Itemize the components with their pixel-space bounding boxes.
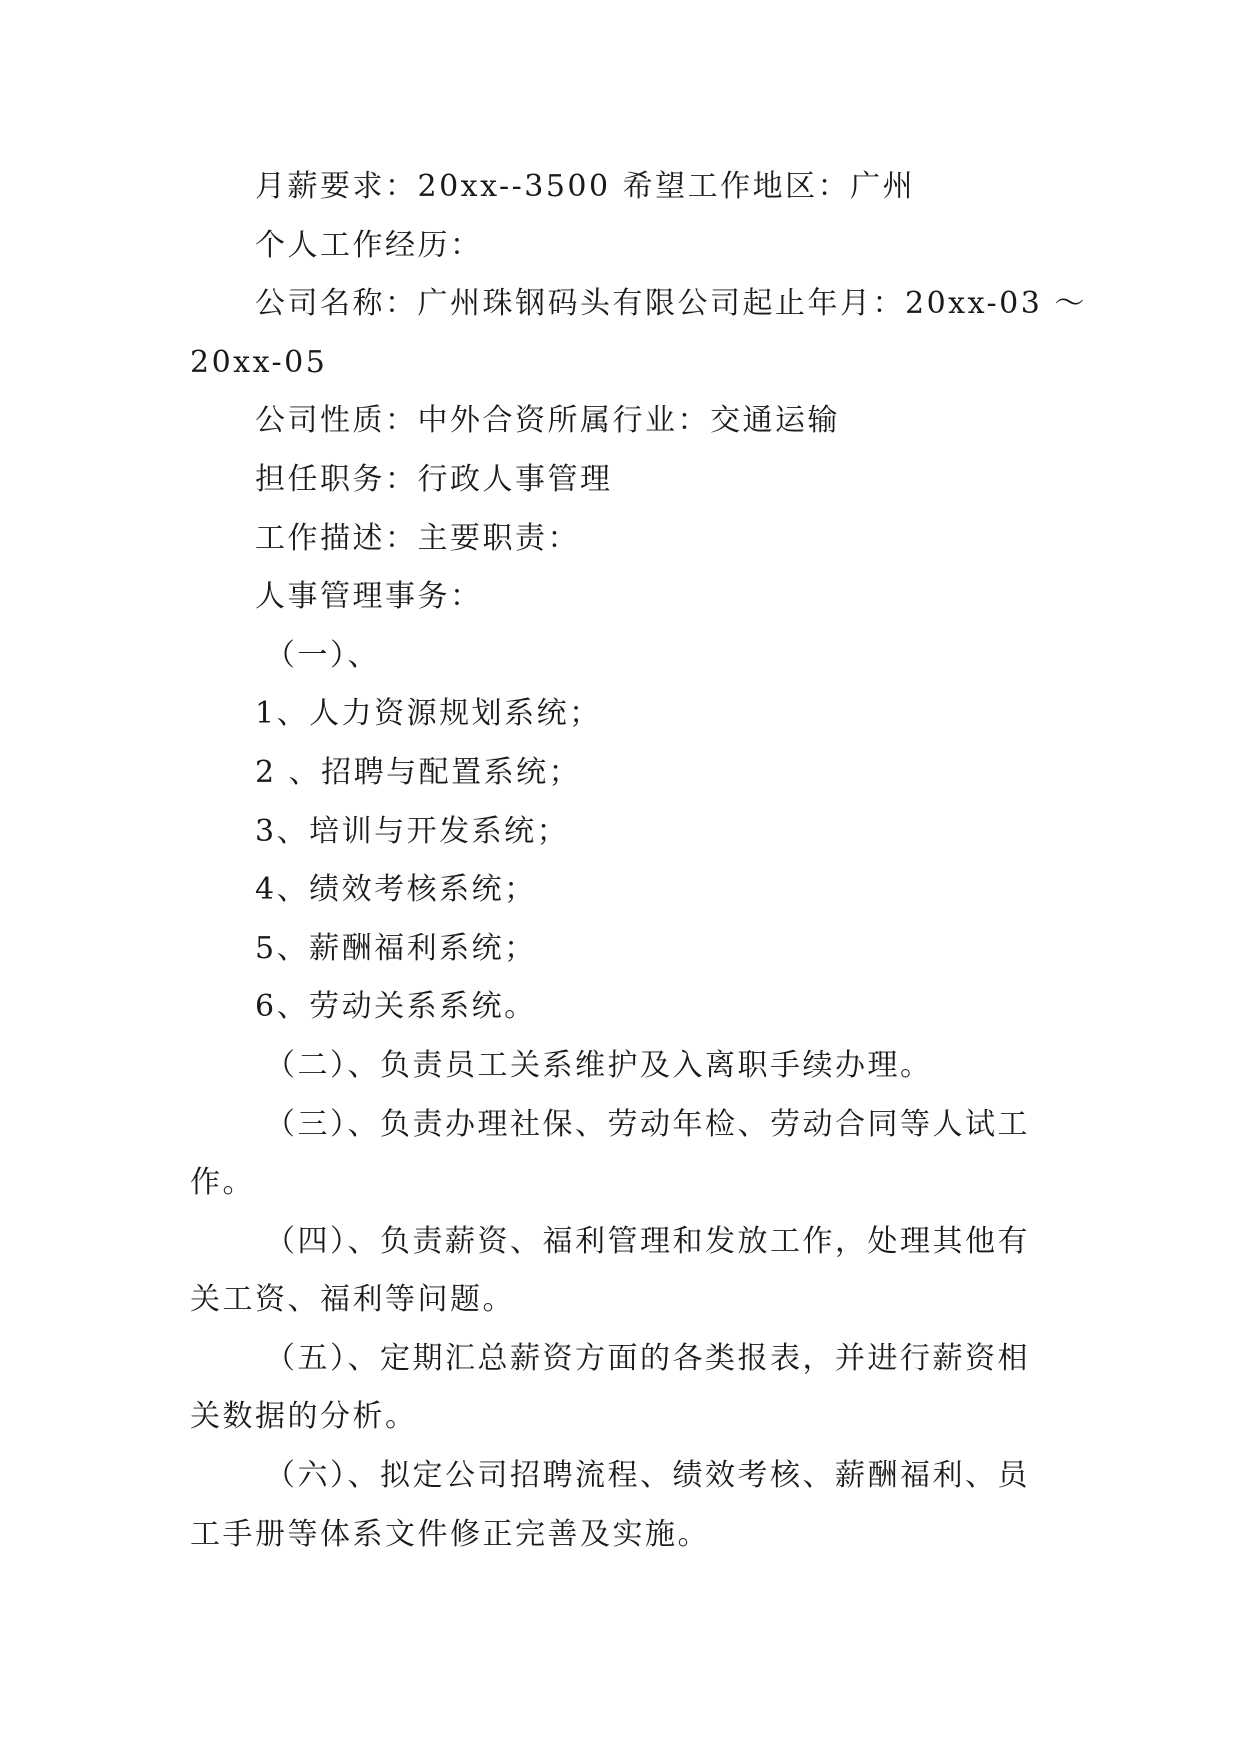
section-four-paragraph: （四）、负责薪资、福利管理和发放工作，处理其他有 [265,1223,1030,1259]
company-period-end: 20xx-05 [190,344,328,380]
section-six-continuation: 工手册等体系文件修正完善及实施。 [190,1516,710,1552]
company-name-line: 公司名称：广州珠钢码头有限公司起止年月：20xx-03 ～ [255,286,1087,322]
company-nature-line: 公司性质：中外合资所属行业：交通运输 [255,403,840,439]
job-description-line: 工作描述：主要职责： [255,520,580,556]
section-four-continuation: 关工资、福利等问题。 [190,1282,515,1318]
section-five-paragraph: （五）、定期汇总薪资方面的各类报表，并进行薪资相 [265,1340,1030,1376]
list-item: 3、培训与开发系统； [255,813,570,849]
list-item: 2 、招聘与配置系统； [255,754,582,790]
work-history-heading: 个人工作经历： [255,227,483,263]
salary-line: 月薪要求：20xx--3500 希望工作地区：广州 [255,169,916,204]
list-item: 1、人力资源规划系统； [255,696,602,732]
section-three-paragraph: （三）、负责办理社保、劳动年检、劳动合同等人试工 [265,1106,1030,1142]
section-three-continuation: 作。 [190,1165,255,1201]
document-body [190,158,1087,1564]
list-item: 5、薪酬福利系统； [255,930,537,966]
position-line: 担任职务：行政人事管理 [255,461,613,497]
section-five-continuation: 关数据的分析。 [190,1399,418,1435]
list-item: 6、劳动关系系统。 [255,989,537,1025]
section-one-heading: （一）、 [265,637,380,673]
section-two-paragraph: （二）、负责员工关系维护及入离职手续办理。 [265,1047,933,1083]
section-six-paragraph: （六）、拟定公司招聘流程、绩效考核、薪酬福利、员 [265,1458,1030,1494]
list-item: 4、绩效考核系统； [255,872,537,908]
hr-affairs-heading: 人事管理事务： [255,579,483,615]
